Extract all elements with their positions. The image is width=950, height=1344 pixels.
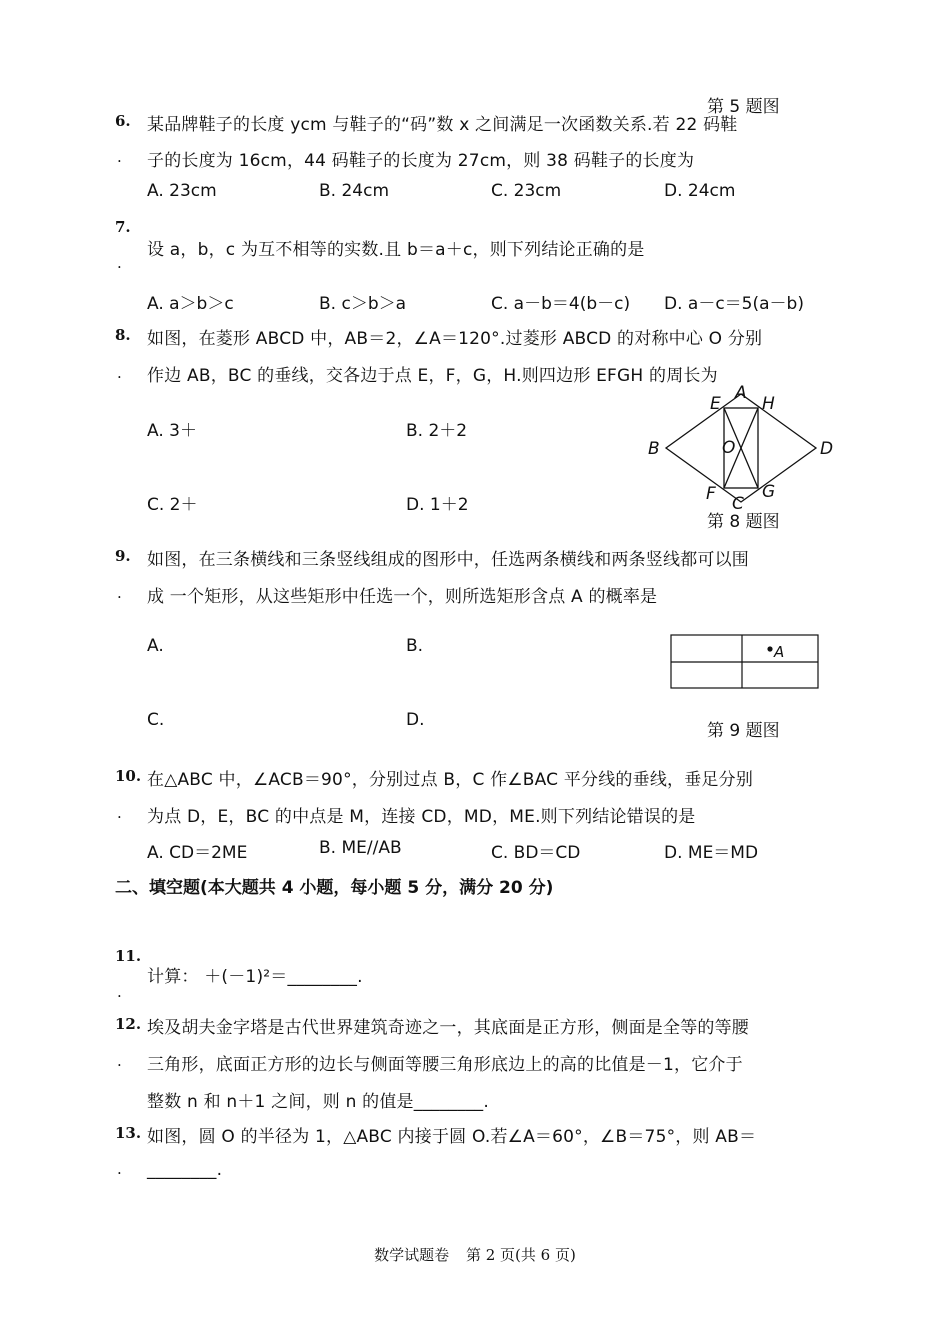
q7-number: 7. (115, 218, 131, 236)
q6-option-c: C. 23cm (491, 181, 562, 201)
fig9-caption: 第 9 题图 (707, 721, 780, 741)
q7-text-line1: 设 a，b，c 为互不相等的实数.且 b＝a＋c，则下列结论正确的是 (147, 240, 645, 260)
q10-text-line2: 为点 D，E，BC 的中点是 M，连接 CD，MD，ME.则下列结论错误的是 (147, 807, 696, 827)
q8-text-line2: 作边 AB，BC 的垂线，交各边于点 E，F，G，H.则四边形 EFGH 的周长为 (147, 366, 718, 386)
q8-option-a: A. 3＋ (147, 421, 197, 441)
q10-dot: . (117, 804, 122, 822)
q12-text-line1: 埃及胡夫金字塔是古代世界建筑奇迹之一，其底面是正方形，侧面是全等的等腰 (147, 1018, 749, 1038)
q9-dot: . (117, 584, 122, 602)
footer-title: 数学试题卷 (374, 1246, 450, 1264)
q8-option-d: D. 1＋2 (406, 495, 469, 515)
q9-option-c: C. (147, 710, 165, 730)
label-a: A (735, 383, 747, 403)
q10-option-a: A. CD＝2ME (147, 843, 248, 863)
q8-dot: . (117, 364, 122, 382)
q6-option-b: B. 24cm (319, 181, 390, 201)
q9-option-d: D. (406, 710, 425, 730)
q8-text-line1: 如图，在菱形 ABCD 中，AB＝2，∠A＝120°.过菱形 ABCD 的对称中心 O 分别 (147, 329, 763, 349)
q13-text-line2: ________. (147, 1160, 223, 1180)
q7-option-d: D. a－c＝5(a－b) (664, 294, 804, 314)
q9-text-line1: 如图，在三条横线和三条竖线组成的图形中，任选两条横线和两条竖线都可以围 (147, 550, 749, 570)
q13-number: 13. (115, 1124, 142, 1142)
label-h: H (762, 394, 775, 414)
q6-text-line1: 某品牌鞋子的长度 ycm 与鞋子的“码”数 x 之间满足一次函数关系.若 22 码鞋 (147, 115, 738, 135)
q10-number: 10. (115, 767, 142, 785)
label-b: B (648, 439, 660, 459)
q7-option-c: C. a－b＝4(b－c) (491, 294, 631, 314)
q12-text-line3: 整数 n 和 n＋1 之间，则 n 的值是________. (147, 1092, 489, 1112)
q11-number: 11. (115, 947, 142, 965)
q13-dot: . (117, 1160, 122, 1178)
q7-dot: . (117, 254, 122, 272)
q6-text-line2: 子的长度为 16cm，44 码鞋子的长度为 27cm，则 38 码鞋子的长度为 (147, 151, 695, 171)
q6-option-a: A. 23cm (147, 181, 217, 201)
label-c: C (732, 494, 744, 514)
q7-option-a: A. a＞b＞c (147, 294, 234, 314)
q9-number: 9. (115, 547, 131, 565)
q10-option-d: D. ME＝MD (664, 843, 759, 863)
q9-option-a: A. (147, 636, 164, 656)
q6-option-d: D. 24cm (664, 181, 736, 201)
q7-option-b: B. c＞b＞a (319, 294, 407, 314)
fig9-grid-figure (668, 632, 824, 692)
label-e: E (710, 394, 721, 414)
q12-text-line2: 三角形，底面正方形的边长与侧面等腰三角形底边上的高的比值是－1，它介于 (147, 1055, 743, 1075)
fig5-caption: 第 5 题图 (707, 97, 780, 117)
label-f: F (706, 484, 716, 504)
q10-option-b: B. ME//AB (319, 838, 402, 858)
q12-number: 12. (115, 1015, 142, 1033)
q10-option-c: C. BD＝CD (491, 843, 581, 863)
fig8-rhombus-figure (640, 378, 840, 514)
q8-option-c: C. 2＋ (147, 495, 198, 515)
q8-number: 8. (115, 326, 131, 344)
point-a-label: A (774, 643, 785, 661)
q10-text-line1: 在△ABC 中，∠ACB＝90°，分别过点 B，C 作∠BAC 平分线的垂线，垂足分别 (147, 770, 754, 790)
point-a-dot (767, 646, 772, 651)
footer-page: 第 2 页(共 6 页) (465, 1246, 576, 1264)
label-d: D (820, 439, 834, 459)
q6-number: 6. (115, 112, 131, 130)
q12-dot: . (117, 1052, 122, 1070)
q11-text-line1: 计算： ＋(－1)²＝________. (147, 967, 363, 987)
fig8-caption: 第 8 题图 (707, 512, 780, 532)
q6-dot: . (117, 148, 122, 166)
q11-dot: . (117, 983, 122, 1001)
q8-option-b: B. 2＋2 (406, 421, 468, 441)
q9-option-b: B. (406, 636, 424, 656)
q13-text-line1: 如图，圆 O 的半径为 1，△ABC 内接于圆 O.若∠A＝60°，∠B＝75°，则 AB＝ (147, 1127, 757, 1147)
section2-heading: 二、填空题(本大题共 4 小题，每小题 5 分，满分 20 分) (115, 878, 554, 898)
page-footer (0, 1244, 950, 1265)
label-o: O (722, 438, 736, 458)
label-g: G (762, 482, 776, 502)
q9-text-line2: 成 一个矩形，从这些矩形中任选一个，则所选矩形含点 A 的概率是 (147, 587, 658, 607)
